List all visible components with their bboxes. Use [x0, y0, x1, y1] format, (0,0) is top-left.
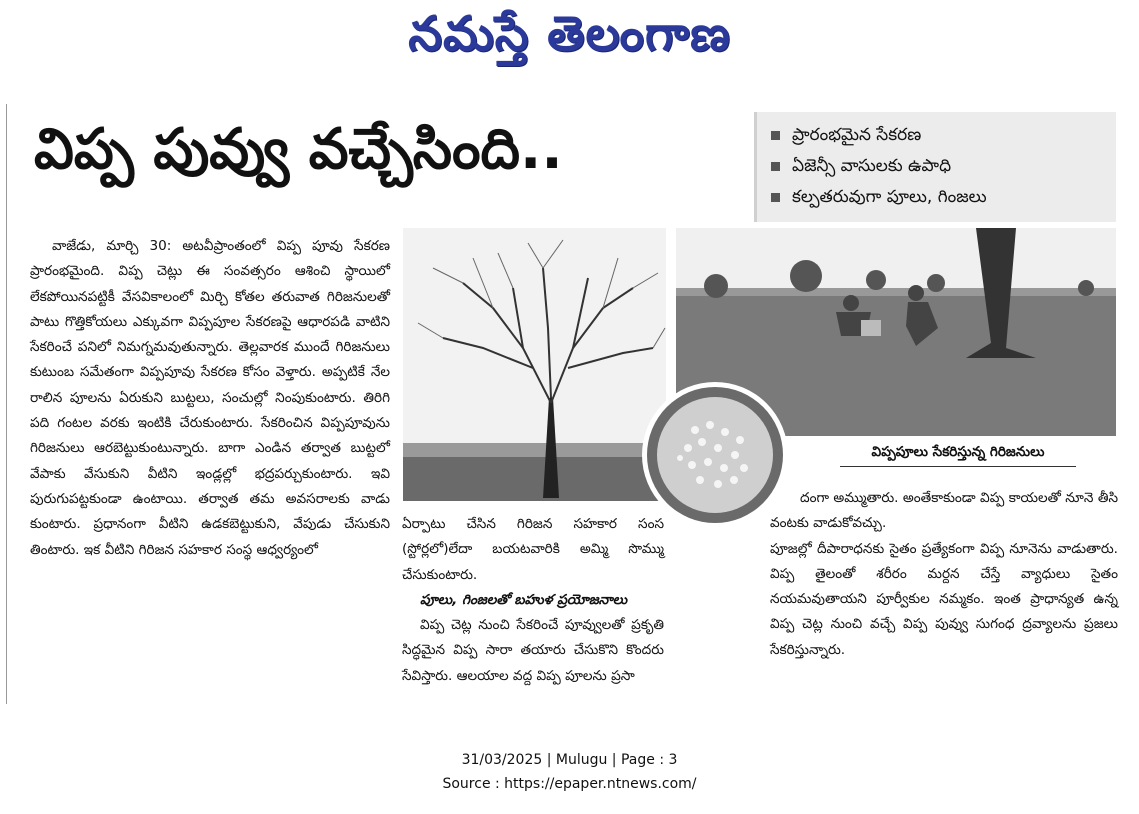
article-paragraph: విప్ప చెట్ల నుంచి సేకరించే పూవ్వులతో ప్రకృతి సిద్ధమైన విప్ప సారా తయారు చేసుకొని కొందరు సేవిస్తారు. ఆలయాల వద్ద విప్ప పూలను ప్రసా — [402, 617, 664, 684]
article-column-3 — [770, 486, 1118, 663]
photo-caption: విప్పపూలు సేకరిస్తున్న గిరిజనులు — [840, 444, 1076, 467]
article-paragraph: దంగా అమ్ముతారు. అంతేకాకుండా విప్ప కాయలతో నూనె తీసి వంటకు వాడుకోవచ్చు. — [770, 490, 1118, 532]
article-headline: విప్ప పువ్వు వచ్చేసింది.. — [34, 117, 563, 182]
tree-illustration — [403, 228, 666, 501]
article-column-1 — [30, 234, 390, 563]
tree-photo — [403, 228, 666, 501]
article-paragraph: ఏర్పాటు చేసిన గిరిజన సహకార సంస (స్టోర్లలో)లేదా బయటవారికి అమ్మి సొమ్ము చేసుకుంటారు. — [402, 516, 664, 583]
square-bullet-icon — [771, 193, 780, 202]
highlight-text: ప్రారంభమైన సేకరణ — [792, 125, 922, 145]
highlight-item — [771, 120, 1116, 151]
article-paragraph: పూజల్లో దీపారాధనకు సైతం ప్రత్యేకంగా విప్ప నూనెను వాడుతారు. విప్ప తైలంతో శరీరం మర్దన చేస్తే వ్యాధులు సైతం నయమవుతాయని పూర్వీకుల నమ్మకం. ఇంత ప్రాధాన్యత ఉన్న విప్ప చెట్ల నుంచి వచ్చే విప్ప పువ్వు సుగంధ ద్రవ్యాలను ప్రజలు సేకరిస్తున్నారు. — [770, 540, 1118, 658]
highlight-item — [771, 151, 1116, 182]
page-left-rule — [6, 104, 7, 704]
bowl-illustration — [640, 380, 790, 530]
highlight-text: ఏజెన్సీ వాసులకు ఉపాధి — [792, 156, 952, 176]
footer-date-line: 31/03/2025 | Mulugu | Page : 3 — [461, 752, 678, 768]
article-subheading: పూలు, గింజలతో బహుళ ప్రయోజనాలు — [420, 591, 628, 608]
footer-source-line: Source : https://epaper.ntnews.com/ — [442, 776, 697, 792]
article-column-2 — [402, 512, 664, 689]
highlight-item — [771, 182, 1116, 213]
flowers-bowl-photo — [640, 380, 790, 530]
masthead-title: నమస్తే తెలంగాణ — [408, 6, 731, 62]
highlight-box — [754, 112, 1116, 222]
highlight-text: కల్పతరువుగా పూలు, గింజలు — [792, 187, 987, 207]
square-bullet-icon — [771, 131, 780, 140]
square-bullet-icon — [771, 162, 780, 171]
article-paragraph: వాజేడు, మార్చి 30: అటవీప్రాంతంలో విప్ప పూవు సేకరణ ప్రారంభమైంది. విప్ప చెట్లు ఈ సంవత్సరం ఆశించి స్థాయిలో లేకపోయినపట్టికీ వేసవికాలంలో మిర్చి కోతల తరువాత గిరిజనులతో పాటు గొత్తికోయలు ఎక్కువగా విప్పపూల సేకరణపై ఆధారపడి వాటిని సేకరించే పనిలో నిమగ్నమవుతున్నారు. తెల్లవారక ముందే గిరిజనులు కుటుంబ సమేతంగా విప్పపూవు సేకరణ కోసం వెళ్తారు. అప్పటికే నేల రాలిన పూలను ఏరుకుని బుట్టలు, సంచుల్లో నింపుకుంటారు. తిరిగి పది గంటల వరకు ఇంటికి చేరుకుంటారు. సేకరించిన విప్పపూవును గిరిజనులు ఆరబెట్టుకుంటున్నారు. బాగా ఎండిన తర్వాత బుట్టలో వేపాకు వేసుకుని వీటిని ఇండ్లల్లో భద్రపర్చుకుంటారు. ఇవి పురుగుపట్టకుండా ఉంటాయి. తర్వాత తమ అవసరాలకు వాడు కుంటారు. ప్రధానంగా వీటిని ఉడకబెట్టుకుని, వేపుడు చేసుకుని తింటారు. ఇక వీటిని గిరిజన సహకార సంస్థ ఆధ్వర్యంలో — [30, 238, 390, 558]
